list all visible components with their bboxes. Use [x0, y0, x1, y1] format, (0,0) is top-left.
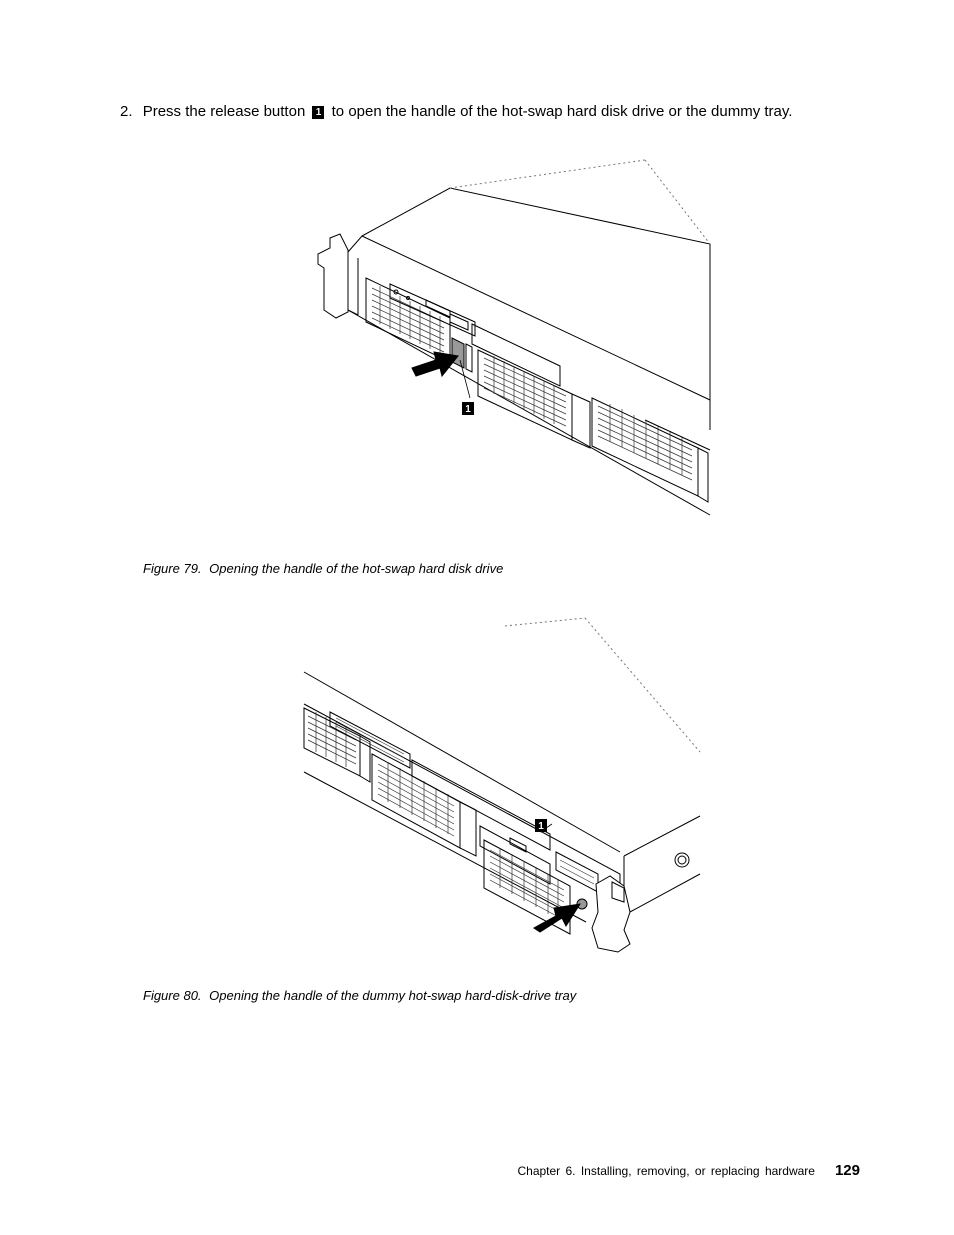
page-footer — [517, 1162, 860, 1179]
step-2-instruction — [120, 102, 792, 122]
figure-80-illustration — [300, 612, 710, 962]
figure-79-callout: 1 — [465, 404, 471, 415]
chapter-title: Chapter 6. Installing, removing, or replacing hardware — [517, 1164, 815, 1178]
figure-80-caption-text: Opening the handle of the dummy hot-swap hard-disk-drive tray — [209, 988, 577, 1003]
figure-80-callout: 1 — [538, 821, 544, 832]
figure-79-illustration — [300, 150, 720, 530]
figure-79-label: Figure 79. — [143, 561, 202, 576]
figure-79-caption — [143, 561, 503, 576]
page-number: 129 — [834, 1162, 860, 1179]
step-text-after: to open the handle of the hot-swap hard disk drive or the dummy tray. — [331, 103, 793, 120]
step-text-before: Press the release button — [142, 103, 306, 120]
step-number: 2. — [120, 103, 133, 120]
figure-79-caption-text: Opening the handle of the hot-swap hard disk drive — [209, 561, 504, 576]
release-button-callout: 1 — [312, 106, 324, 119]
figure-80-label: Figure 80. — [143, 988, 202, 1003]
figure-80-caption — [143, 988, 576, 1003]
